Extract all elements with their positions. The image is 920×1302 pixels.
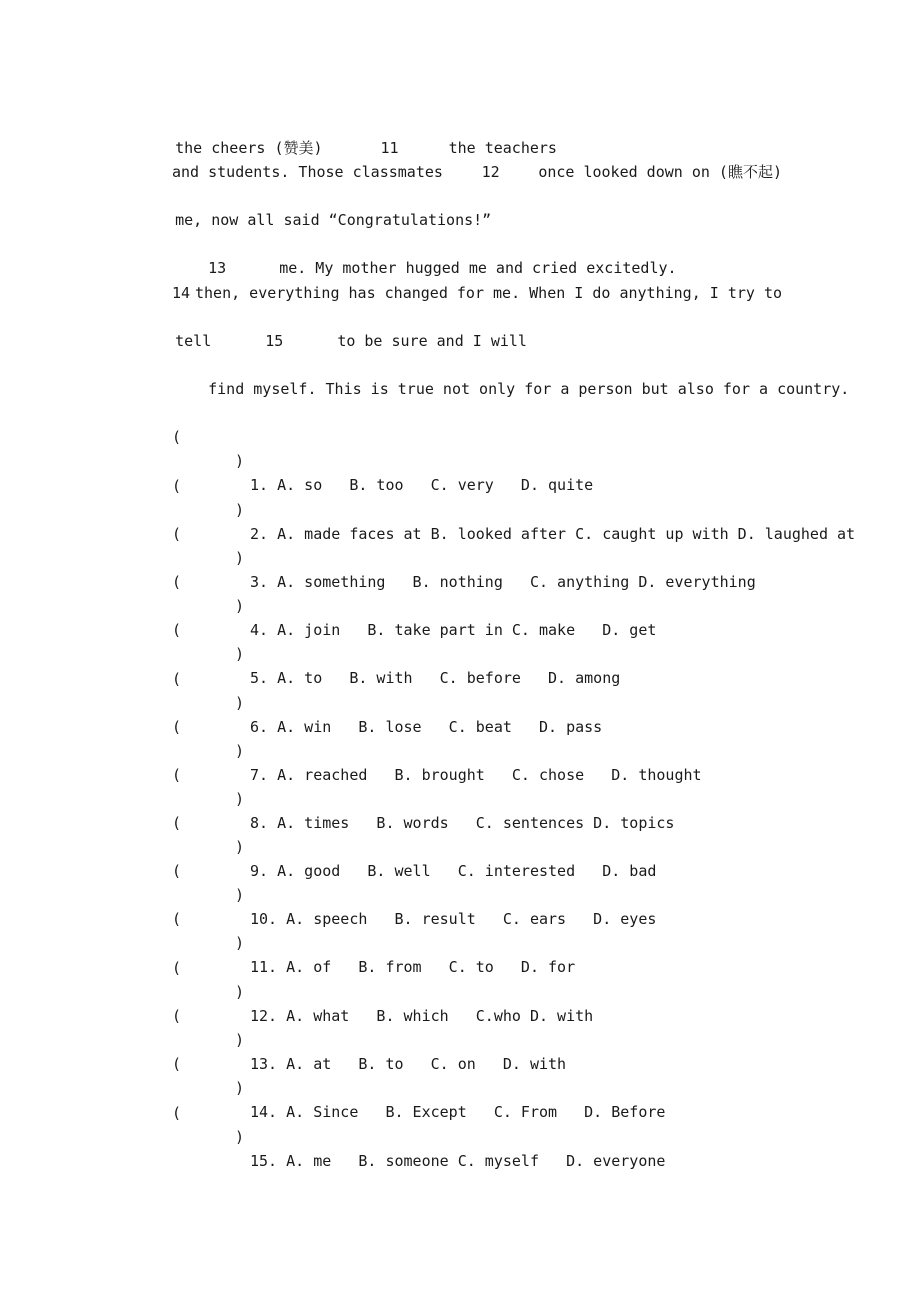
answer-blank-close: ) bbox=[235, 838, 245, 856]
answer-blank-open: ( bbox=[172, 477, 182, 495]
answer-blank-close: ) bbox=[235, 742, 245, 760]
passage-text: the cheers (赞美) bbox=[175, 139, 323, 157]
answer-blank-close: ) bbox=[235, 452, 245, 470]
question-options: 1. A. so B. too C. very D. quite bbox=[250, 476, 594, 494]
answer-blank-open: ( bbox=[172, 1055, 182, 1073]
passage-text: me, now all said “Congratulations!” bbox=[175, 211, 492, 229]
question-options: 14. A. Since B. Except C. From D. Before bbox=[250, 1103, 666, 1121]
answer-blank-close: ) bbox=[235, 501, 245, 519]
passage-text: then, everything has changed for me. When I do anything, I try to bbox=[195, 284, 782, 302]
answer-blank-open: ( bbox=[172, 910, 182, 928]
passage-line-4b bbox=[139, 305, 527, 350]
answer-blank-open: ( bbox=[172, 1007, 182, 1025]
answer-blank-close: ) bbox=[235, 549, 245, 567]
question-options: 7. A. reached B. brought C. chose D. thought bbox=[250, 766, 702, 784]
question-options: 12. A. what B. which C.who D. with bbox=[250, 1007, 594, 1025]
answer-blank-open: ( bbox=[172, 573, 182, 591]
blank-number: 15 bbox=[265, 332, 284, 350]
question-options: 13. A. at B. to C. on D. with bbox=[250, 1055, 567, 1073]
passage-line-1 bbox=[139, 112, 557, 157]
question-options: 8. A. times B. words C. sentences D. topics bbox=[250, 814, 675, 832]
question-options: 5. A. to B. with C. before D. among bbox=[250, 669, 621, 687]
question-options: 4. A. join B. take part in C. make D. get bbox=[250, 621, 657, 639]
answer-blank-open: ( bbox=[172, 621, 182, 639]
answer-blank-open: ( bbox=[172, 766, 182, 784]
passage-line-4 bbox=[172, 281, 782, 305]
blank-number: 11 bbox=[380, 139, 399, 157]
passage-text: to be sure and I will bbox=[337, 332, 527, 350]
answer-blank-close: ) bbox=[235, 1031, 245, 1049]
answer-blank-open: ( bbox=[172, 959, 182, 977]
blank-number: 14 bbox=[172, 284, 191, 302]
passage-text: once looked down on (瞧不起) bbox=[538, 163, 782, 181]
passage-line-2 bbox=[172, 160, 782, 184]
question-options: 2. A. made faces at B. looked after C. caught up with D. laughed at bbox=[250, 525, 856, 543]
passage-text: and students. Those classmates bbox=[172, 163, 443, 181]
answer-blank-close: ) bbox=[235, 1128, 245, 1146]
answer-blank-open: ( bbox=[172, 718, 182, 736]
question-options: 6. A. win B. lose C. beat D. pass bbox=[250, 718, 603, 736]
answer-blank-open: ( bbox=[172, 670, 182, 688]
answer-blank-close: ) bbox=[235, 694, 245, 712]
question-options: 11. A. of B. from C. to D. for bbox=[250, 958, 576, 976]
passage-line-3 bbox=[172, 232, 677, 277]
answer-blank-close: ) bbox=[235, 886, 245, 904]
blank-number: 13 bbox=[208, 259, 227, 277]
question-options: 10. A. speech B. result C. ears D. eyes bbox=[250, 910, 657, 928]
blank-number: 12 bbox=[481, 163, 500, 181]
passage-text: me. My mother hugged me and cried excitedly. bbox=[279, 259, 677, 277]
question-1 bbox=[172, 401, 594, 494]
question-options: 9. A. good B. well C. interested D. bad bbox=[250, 862, 657, 880]
answer-blank-close: ) bbox=[235, 1079, 245, 1097]
answer-blank-close: ) bbox=[235, 790, 245, 808]
answer-blank-open: ( bbox=[172, 1104, 182, 1122]
answer-blank-close: ) bbox=[235, 597, 245, 615]
question-options: 15. A. me B. someone C. myself D. everyone bbox=[250, 1152, 666, 1170]
answer-blank-close: ) bbox=[235, 983, 245, 1001]
answer-blank-close: ) bbox=[235, 645, 245, 663]
answer-blank-open: ( bbox=[172, 814, 182, 832]
passage-text: the teachers bbox=[448, 139, 557, 157]
passage-line-2b bbox=[139, 184, 492, 229]
question-options: 3. A. something B. nothing C. anything D. everything bbox=[250, 573, 756, 591]
answer-blank-open: ( bbox=[172, 428, 182, 446]
passage-text: tell bbox=[175, 332, 212, 350]
answer-blank-open: ( bbox=[172, 525, 182, 543]
passage-line-5 bbox=[172, 353, 850, 398]
answer-blank-open: ( bbox=[172, 862, 182, 880]
answer-blank-close: ) bbox=[235, 934, 245, 952]
passage-text: find myself. This is true not only for a person but also for a country. bbox=[208, 380, 850, 398]
